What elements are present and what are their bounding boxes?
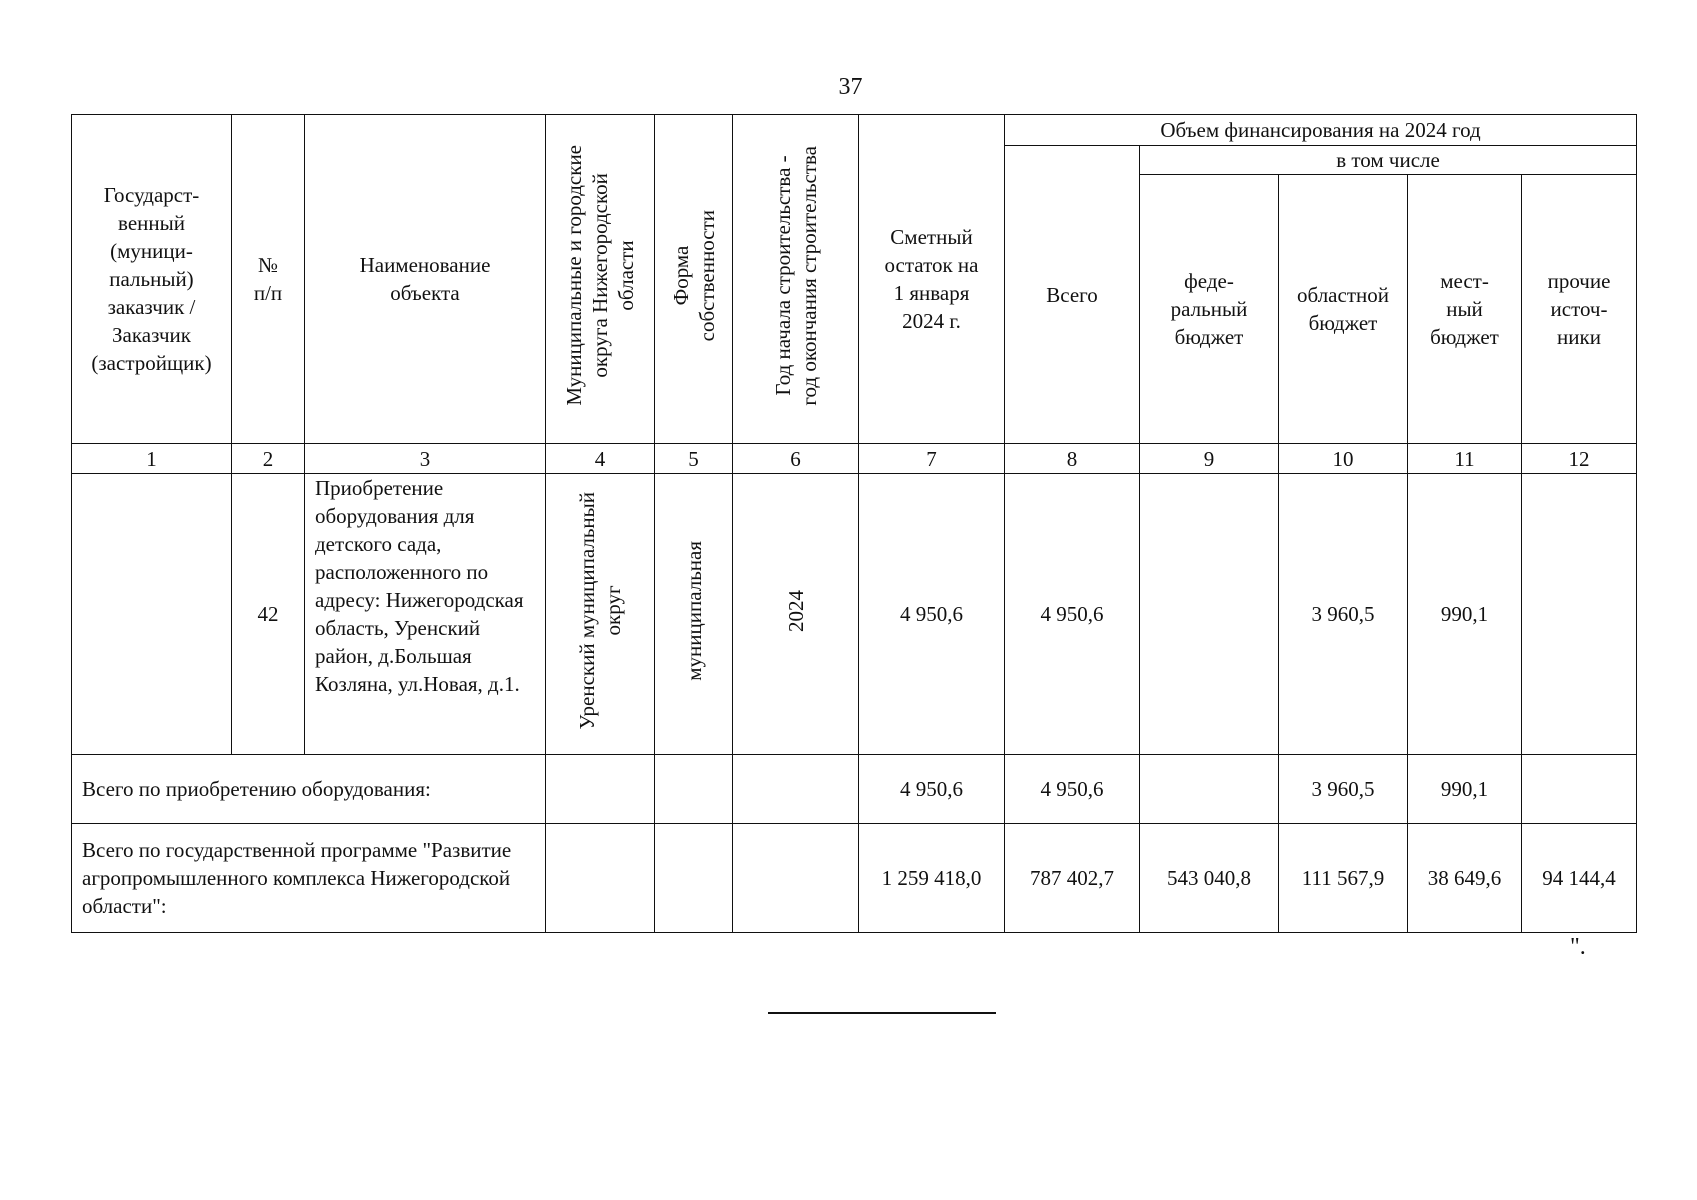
header-financing-title: Объем финансирования на 2024 год <box>1005 115 1637 146</box>
subtotal-regional: 3 960,5 <box>1279 755 1408 824</box>
header-customer: Государст- венный (муници- пальный) заказчик / Заказчик (застройщик) <box>72 115 232 444</box>
col-number: 6 <box>733 444 859 474</box>
grand-total-row <box>72 824 1637 933</box>
header-other: прочие источ- ники <box>1522 175 1637 444</box>
grand-total-estimate-balance: 1 259 418,0 <box>859 824 1005 933</box>
subtotal-other <box>1522 755 1637 824</box>
header-including: в том числе <box>1140 146 1637 175</box>
subtotal-empty <box>733 755 859 824</box>
grand-total-federal: 543 040,8 <box>1140 824 1279 933</box>
col-number: 3 <box>305 444 546 474</box>
col-number: 2 <box>232 444 305 474</box>
col-number: 4 <box>546 444 655 474</box>
row-customer <box>72 474 232 755</box>
grand-total-empty <box>546 824 655 933</box>
divider-line <box>768 1012 996 1014</box>
header-years: Год начала строительства - год окончания строительства <box>733 115 859 444</box>
col-number: 5 <box>655 444 733 474</box>
row-federal <box>1140 474 1279 755</box>
table-row <box>72 474 1637 755</box>
subtotal-empty <box>655 755 733 824</box>
col-number: 11 <box>1408 444 1522 474</box>
row-ownership: муниципальная <box>655 474 733 755</box>
header-local: мест- ный бюджет <box>1408 175 1522 444</box>
subtotal-total: 4 950,6 <box>1005 755 1140 824</box>
col-number: 7 <box>859 444 1005 474</box>
header-federal: феде- ральный бюджет <box>1140 175 1279 444</box>
row-local: 990,1 <box>1408 474 1522 755</box>
grand-total-empty <box>733 824 859 933</box>
subtotal-estimate-balance: 4 950,6 <box>859 755 1005 824</box>
grand-total-local: 38 649,6 <box>1408 824 1522 933</box>
grand-total-empty <box>655 824 733 933</box>
header-total: Всего <box>1005 146 1140 444</box>
row-total: 4 950,6 <box>1005 474 1140 755</box>
closing-quote: ". <box>1570 934 1586 960</box>
col-number: 1 <box>72 444 232 474</box>
grand-total-total: 787 402,7 <box>1005 824 1140 933</box>
row-municipality: Уренский муниципальный округ <box>546 474 655 755</box>
subtotal-label: Всего по приобретению оборудования: <box>72 755 546 824</box>
grand-total-other: 94 144,4 <box>1522 824 1637 933</box>
subtotal-federal <box>1140 755 1279 824</box>
header-num: № п/п <box>232 115 305 444</box>
subtotal-local: 990,1 <box>1408 755 1522 824</box>
page-number: 37 <box>838 74 863 100</box>
row-estimate-balance: 4 950,6 <box>859 474 1005 755</box>
row-regional: 3 960,5 <box>1279 474 1408 755</box>
col-number: 10 <box>1279 444 1408 474</box>
col-number: 8 <box>1005 444 1140 474</box>
row-years: 2024 <box>733 474 859 755</box>
subtotal-empty <box>546 755 655 824</box>
header-object-name: Наименование объекта <box>305 115 546 444</box>
col-number: 12 <box>1522 444 1637 474</box>
header-ownership: Форма собственности <box>655 115 733 444</box>
row-object-name: Приобретение оборудования для детского сада, расположенного по адресу: Нижегородская область, Уренский район, д.Большая Козляна, ул.Новая, д.1. <box>305 474 546 755</box>
subtotal-row <box>72 755 1637 824</box>
row-other <box>1522 474 1637 755</box>
header-estimate-balance: Сметный остаток на 1 января 2024 г. <box>859 115 1005 444</box>
grand-total-label: Всего по государственной программе "Развитие агропромышленного комплекса Нижегородской области": <box>72 824 546 933</box>
col-number: 9 <box>1140 444 1279 474</box>
grand-total-regional: 111 567,9 <box>1279 824 1408 933</box>
row-num: 42 <box>232 474 305 755</box>
header-regional: областной бюджет <box>1279 175 1408 444</box>
header-municipalities: Муниципальные и городские округа Нижегородской области <box>546 115 655 444</box>
column-numbers-row <box>72 444 1637 474</box>
financing-table <box>71 114 1637 933</box>
